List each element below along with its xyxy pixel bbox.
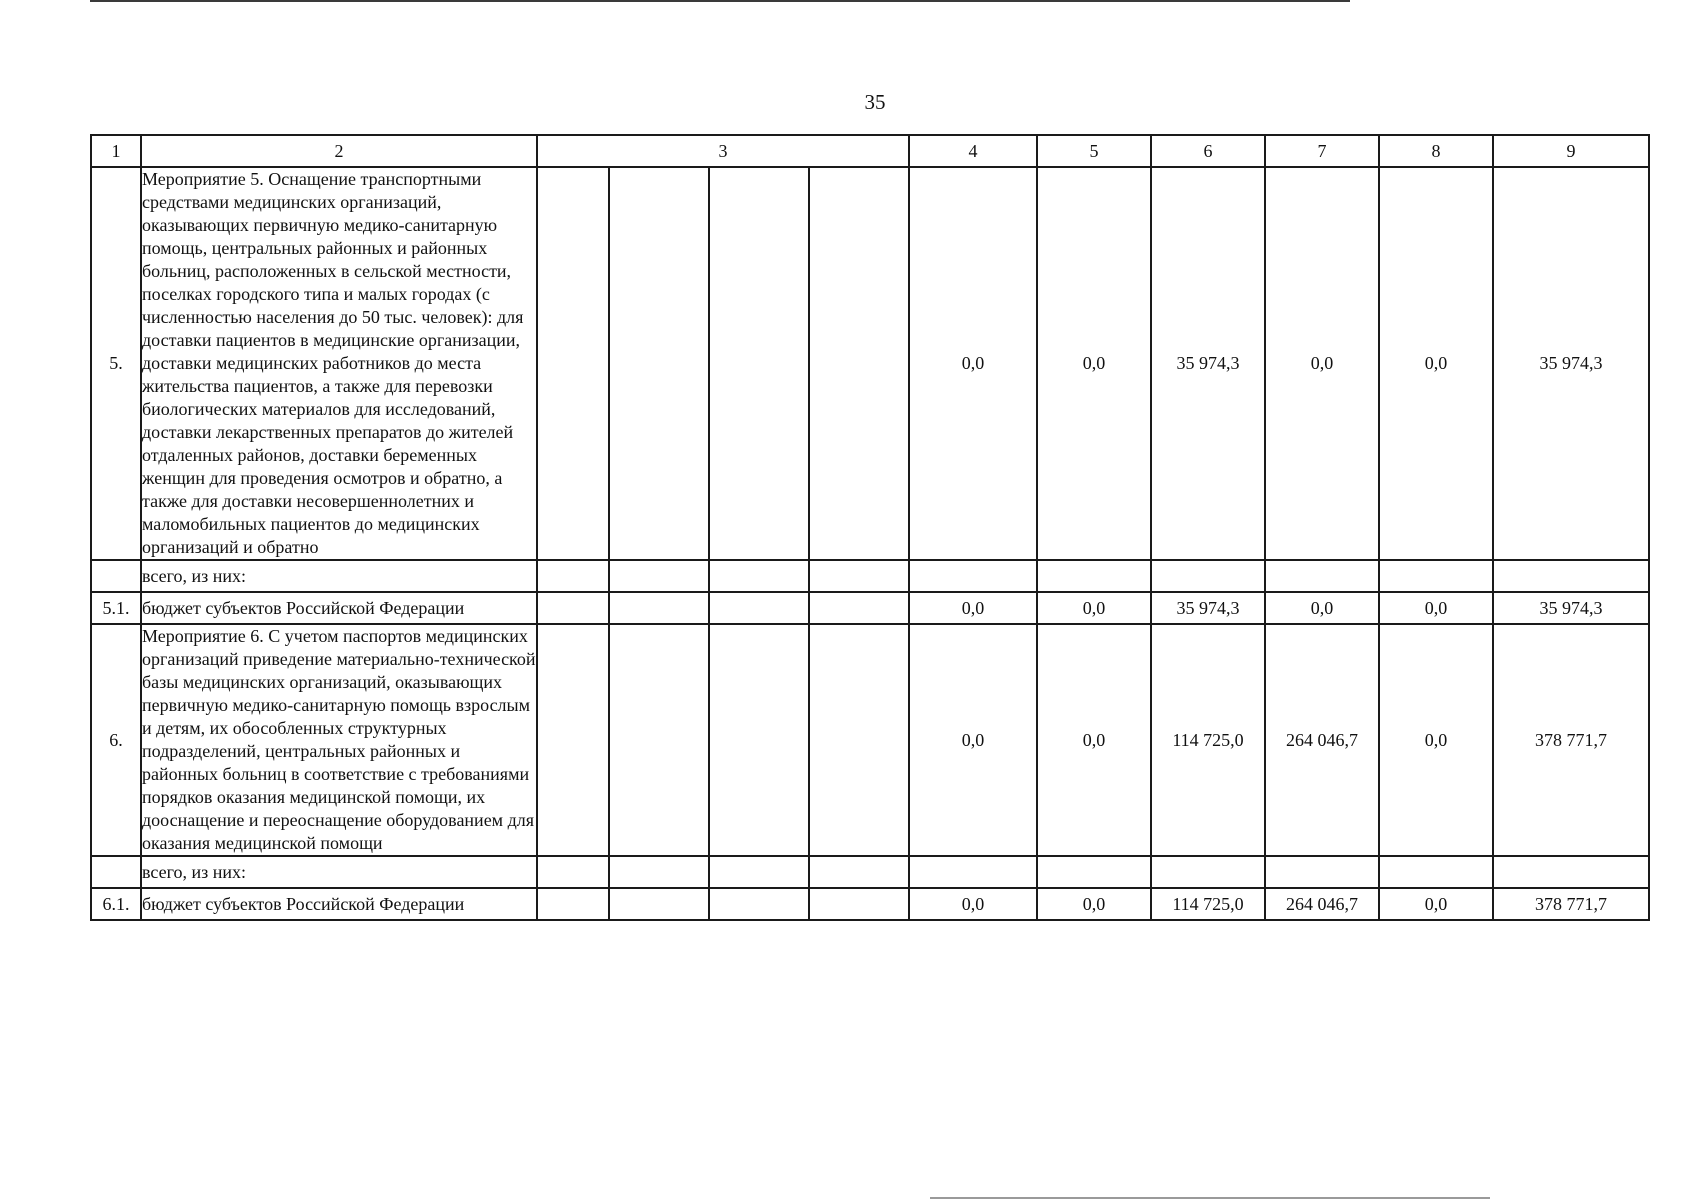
value-cell: 0,0 [909,624,1037,856]
value-cell [1379,856,1493,888]
empty-cell [709,624,809,856]
value-cell [1037,560,1151,592]
empty-cell [609,592,709,624]
empty-cell [709,888,809,920]
value-cell: 0,0 [1379,167,1493,560]
empty-cell [709,560,809,592]
empty-cell [709,167,809,560]
value-cell: 0,0 [1265,592,1379,624]
row-description: бюджет субъектов Российской Федерации [141,592,537,624]
empty-cell [537,592,609,624]
header-cell: 1 [91,135,141,167]
value-cell [1493,560,1649,592]
value-cell [1265,856,1379,888]
value-cell [1037,856,1151,888]
empty-cell [609,167,709,560]
row-description: всего, из них: [141,560,537,592]
table-row [91,624,1649,856]
table-row [91,167,1649,560]
header-cell: 8 [1379,135,1493,167]
row-description: Мероприятие 6. С учетом паспортов медицинских организаций приведение материально-технической базы медицинских организаций, оказывающих первичную медико-санитарную помощь взрослым и детям, их обособленных структурных подразделений, центральных районных и районных больниц в соответствие с требованиями порядков оказания медицинской помощи, их дооснащение и переоснащение оборудованием для оказания медицинской помощи [141,624,537,856]
empty-cell [537,856,609,888]
empty-cell [709,856,809,888]
value-cell: 0,0 [909,592,1037,624]
value-cell: 0,0 [1037,624,1151,856]
value-cell [1265,560,1379,592]
value-cell: 35 974,3 [1493,592,1649,624]
header-cell: 4 [909,135,1037,167]
empty-cell [537,560,609,592]
value-cell [1151,560,1265,592]
value-cell [1151,856,1265,888]
row-number: 5. [91,167,141,560]
value-cell: 114 725,0 [1151,888,1265,920]
empty-cell [537,888,609,920]
row-description: бюджет субъектов Российской Федерации [141,888,537,920]
empty-cell [809,167,909,560]
header-cell: 7 [1265,135,1379,167]
value-cell: 0,0 [1379,624,1493,856]
header-cell: 2 [141,135,537,167]
value-cell: 35 974,3 [1151,167,1265,560]
header-cell: 6 [1151,135,1265,167]
empty-cell [809,624,909,856]
empty-cell [709,592,809,624]
header-cell: 5 [1037,135,1151,167]
page-number: 35 [864,90,886,114]
row-number: 6. [91,624,141,856]
value-cell [909,560,1037,592]
value-cell [909,856,1037,888]
table-row [91,856,1649,888]
value-cell: 114 725,0 [1151,624,1265,856]
value-cell [1379,560,1493,592]
empty-cell [809,592,909,624]
empty-cell [537,167,609,560]
empty-cell [609,624,709,856]
empty-cell [809,856,909,888]
value-cell: 378 771,7 [1493,624,1649,856]
empty-cell [609,888,709,920]
value-cell: 0,0 [1379,592,1493,624]
value-cell: 0,0 [1037,888,1151,920]
empty-cell [537,624,609,856]
value-cell: 0,0 [909,888,1037,920]
value-cell: 264 046,7 [1265,624,1379,856]
header-cell: 9 [1493,135,1649,167]
value-cell: 0,0 [1037,167,1151,560]
value-cell: 0,0 [1265,167,1379,560]
table-header-row [91,135,1649,167]
row-number [91,856,141,888]
table-row [91,592,1649,624]
empty-cell [609,856,709,888]
value-cell: 0,0 [1037,592,1151,624]
value-cell: 0,0 [1379,888,1493,920]
value-cell: 35 974,3 [1493,167,1649,560]
row-number: 6.1. [91,888,141,920]
row-description: Мероприятие 5. Оснащение транспортными средствами медицинских организаций, оказывающих первичную медико-санитарную помощь, центральных районных и районных больниц, расположенных в сельской местности, поселках городского типа и малых городах (с численностью населения до 50 тыс. человек): для доставки пациентов в медицинские организации, доставки медицинских работников до места жительства пациентов, а также для перевозки биологических материалов для исследований, доставки лекарственных препаратов до жителей отдаленных районов, доставки беременных женщин для проведения осмотров и обратно, а также для доставки несовершеннолетних и маломобильных пациентов до медицинских организаций и обратно [141,167,537,560]
budget-table [90,134,1650,921]
value-cell: 0,0 [909,167,1037,560]
scan-edge-bottom [930,1197,1490,1199]
header-cell: 3 [537,135,909,167]
row-number: 5.1. [91,592,141,624]
scan-edge-top [90,0,1350,2]
empty-cell [809,560,909,592]
empty-cell [809,888,909,920]
table-row [91,888,1649,920]
value-cell: 378 771,7 [1493,888,1649,920]
value-cell [1493,856,1649,888]
value-cell: 264 046,7 [1265,888,1379,920]
empty-cell [609,560,709,592]
row-description: всего, из них: [141,856,537,888]
value-cell: 35 974,3 [1151,592,1265,624]
row-number [91,560,141,592]
table-row [91,560,1649,592]
